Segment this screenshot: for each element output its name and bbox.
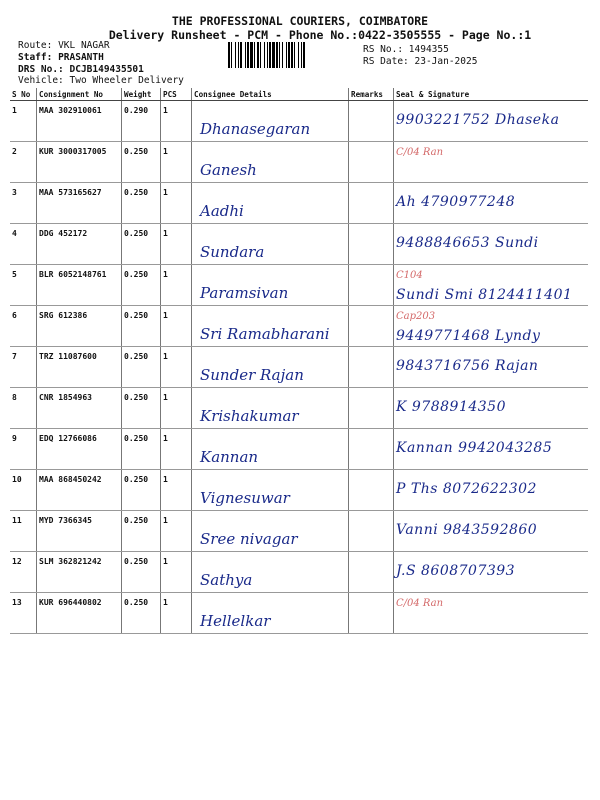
- consignment-cell: DDG 452172: [37, 224, 122, 265]
- pcs-cell: 1: [161, 388, 192, 429]
- rs-no-label: RS No.:: [363, 44, 404, 55]
- seal-signature-cell: [394, 388, 589, 429]
- col-seal: Seal & Signature: [394, 88, 589, 101]
- weight-cell: 0.250: [122, 224, 161, 265]
- table-row: [10, 224, 588, 265]
- consignee-cell: [192, 183, 349, 224]
- pcs-cell: 1: [161, 511, 192, 552]
- weight-cell: 0.290: [122, 101, 161, 142]
- rs-date-value: 23-Jan-2025: [414, 56, 478, 67]
- consignee-cell: [192, 265, 349, 306]
- col-consignee: Consignee Details: [192, 88, 349, 101]
- consignee-name: Krishakumar: [200, 407, 299, 425]
- stamp-mark: C/04 Ran: [396, 598, 444, 609]
- consignee-name: Sree nivagar: [200, 530, 298, 548]
- seal-signature-cell: [394, 429, 589, 470]
- consignee-name: Dhanasegaran: [200, 120, 311, 138]
- stamp-mark: C104: [396, 270, 423, 281]
- consignee-cell: [192, 224, 349, 265]
- consignee-name: Sathya: [200, 571, 253, 589]
- remarks-cell: [349, 593, 394, 634]
- pcs-cell: 1: [161, 224, 192, 265]
- seal-signature-cell: [394, 101, 589, 142]
- sno-cell: 5: [10, 265, 37, 306]
- consignment-cell: KUR 3000317005: [37, 142, 122, 183]
- weight-cell: 0.250: [122, 511, 161, 552]
- sno-cell: 4: [10, 224, 37, 265]
- route-value: VKL NAGAR: [58, 40, 110, 51]
- remarks-cell: [349, 265, 394, 306]
- consignee-cell: [192, 142, 349, 183]
- signature: P Ths 8072622302: [396, 481, 537, 497]
- seal-signature-cell: [394, 142, 589, 183]
- remarks-cell: [349, 388, 394, 429]
- weight-cell: 0.250: [122, 142, 161, 183]
- seal-signature-cell: [394, 593, 589, 634]
- seal-signature-cell: [394, 470, 589, 511]
- signature: 9449771468 Lyndy: [396, 328, 541, 344]
- table-row: [10, 429, 588, 470]
- weight-cell: 0.250: [122, 347, 161, 388]
- consignee-cell: [192, 347, 349, 388]
- consignee-cell: [192, 429, 349, 470]
- consignment-cell: MAA 302910061: [37, 101, 122, 142]
- pcs-cell: 1: [161, 552, 192, 593]
- table-row: [10, 101, 588, 142]
- weight-cell: 0.250: [122, 429, 161, 470]
- consignment-cell: MAA 573165627: [37, 183, 122, 224]
- col-sno: S No: [10, 88, 37, 101]
- signature: 9488846653 Sundi: [396, 235, 539, 251]
- sno-cell: 2: [10, 142, 37, 183]
- sno-cell: 1: [10, 101, 37, 142]
- table-row: [10, 306, 588, 347]
- signature: J.S 8608707393: [396, 563, 516, 579]
- signature: 9903221752 Dhaseka: [396, 112, 560, 128]
- pcs-cell: 1: [161, 101, 192, 142]
- signature: Kannan 9942043285: [396, 440, 553, 456]
- consignee-cell: [192, 593, 349, 634]
- sno-cell: 7: [10, 347, 37, 388]
- col-remarks: Remarks: [349, 88, 394, 101]
- consignee-cell: [192, 552, 349, 593]
- table-row: [10, 552, 588, 593]
- pcs-cell: 1: [161, 429, 192, 470]
- sno-cell: 9: [10, 429, 37, 470]
- signature: K 9788914350: [396, 399, 506, 415]
- weight-cell: 0.250: [122, 306, 161, 347]
- weight-cell: 0.250: [122, 593, 161, 634]
- consignee-cell: [192, 470, 349, 511]
- pcs-cell: 1: [161, 183, 192, 224]
- table-row: [10, 183, 588, 224]
- consignee-name: Kannan: [200, 448, 259, 466]
- sno-cell: 6: [10, 306, 37, 347]
- consignee-name: Sunder Rajan: [200, 366, 304, 384]
- remarks-cell: [349, 347, 394, 388]
- table-row: [10, 142, 588, 183]
- remarks-cell: [349, 224, 394, 265]
- table-row: [10, 388, 588, 429]
- pcs-cell: 1: [161, 306, 192, 347]
- remarks-cell: [349, 429, 394, 470]
- weight-cell: 0.250: [122, 388, 161, 429]
- remarks-cell: [349, 552, 394, 593]
- consignee-cell: [192, 101, 349, 142]
- col-weight: Weight: [122, 88, 161, 101]
- table-header-row: [10, 88, 588, 101]
- sno-cell: 12: [10, 552, 37, 593]
- consignment-cell: SLM 362821242: [37, 552, 122, 593]
- remarks-cell: [349, 511, 394, 552]
- rs-no-value: 1494355: [408, 44, 449, 55]
- seal-signature-cell: [394, 552, 589, 593]
- sno-cell: 3: [10, 183, 37, 224]
- drs-label: DRS No.:: [18, 64, 64, 75]
- remarks-cell: [349, 142, 394, 183]
- table-row: [10, 347, 588, 388]
- consignee-cell: [192, 306, 349, 347]
- seal-signature-cell: [394, 265, 589, 306]
- consignee-cell: [192, 388, 349, 429]
- weight-cell: 0.250: [122, 183, 161, 224]
- consignee-name: Ganesh: [200, 161, 257, 179]
- sno-cell: 11: [10, 511, 37, 552]
- seal-signature-cell: [394, 224, 589, 265]
- staff-value: PRASANTH: [58, 52, 104, 63]
- consignment-cell: KUR 696440802: [37, 593, 122, 634]
- table-row: [10, 265, 588, 306]
- rs-date-line: [363, 56, 477, 67]
- signature: Vanni 9843592860: [396, 522, 538, 538]
- seal-signature-cell: [394, 183, 589, 224]
- signature: 9843716756 Rajan: [396, 358, 539, 374]
- pcs-cell: 1: [161, 470, 192, 511]
- rs-date-label: RS Date:: [363, 56, 409, 67]
- remarks-cell: [349, 183, 394, 224]
- pcs-cell: 1: [161, 593, 192, 634]
- seal-signature-cell: [394, 511, 589, 552]
- signature: Sundi Smi 8124411401: [396, 287, 573, 303]
- col-pcs: PCS: [161, 88, 192, 101]
- sno-cell: 10: [10, 470, 37, 511]
- vehicle-label: Vehicle:: [18, 75, 64, 86]
- drs-value: DCJB149435501: [69, 64, 144, 75]
- staff-label: Staff:: [18, 52, 53, 63]
- runsheet-table: [10, 88, 588, 634]
- consignee-name: Hellelkar: [200, 612, 271, 630]
- pcs-cell: 1: [161, 142, 192, 183]
- weight-cell: 0.250: [122, 470, 161, 511]
- consignment-cell: SRG 612386: [37, 306, 122, 347]
- route-line: [18, 40, 110, 51]
- rs-no-line: [363, 44, 449, 55]
- staff-line: [18, 52, 104, 63]
- table-row: [10, 593, 588, 634]
- consignee-name: Paramsivan: [200, 284, 289, 302]
- table-row: [10, 470, 588, 511]
- consignee-name: Aadhi: [200, 202, 244, 220]
- pcs-cell: 1: [161, 347, 192, 388]
- drs-line: [18, 64, 144, 75]
- consignee-name: Sundara: [200, 243, 265, 261]
- remarks-cell: [349, 306, 394, 347]
- consignment-cell: BLR 6052148761: [37, 265, 122, 306]
- stamp-mark: Cap203: [396, 311, 436, 322]
- signature: Ah 4790977248: [396, 194, 516, 210]
- seal-signature-cell: [394, 306, 589, 347]
- table-row: [10, 511, 588, 552]
- consignee-cell: [192, 511, 349, 552]
- consignment-cell: TRZ 11087600: [37, 347, 122, 388]
- weight-cell: 0.250: [122, 552, 161, 593]
- route-label: Route:: [18, 40, 53, 51]
- sno-cell: 13: [10, 593, 37, 634]
- remarks-cell: [349, 101, 394, 142]
- runsheet-title: Delivery Runsheet - PCM - Phone No.:0422-3505555 - Page No.:1: [108, 28, 532, 42]
- seal-signature-cell: [394, 347, 589, 388]
- pcs-cell: 1: [161, 265, 192, 306]
- remarks-cell: [349, 470, 394, 511]
- consignee-name: Vignesuwar: [200, 489, 290, 507]
- consignment-cell: EDQ 12766086: [37, 429, 122, 470]
- consignment-cell: CNR 1854963: [37, 388, 122, 429]
- consignment-cell: MAA 868450242: [37, 470, 122, 511]
- company-name: THE PROFESSIONAL COURIERS, COIMBATORE: [171, 14, 429, 28]
- vehicle-line: [18, 75, 184, 86]
- col-consignment: Consignment No: [37, 88, 122, 101]
- vehicle-value: Two Wheeler Delivery: [69, 75, 184, 86]
- consignment-cell: MYD 7366345: [37, 511, 122, 552]
- consignee-name: Sri Ramabharani: [200, 325, 330, 343]
- weight-cell: 0.250: [122, 265, 161, 306]
- barcode-image: [228, 42, 356, 68]
- sno-cell: 8: [10, 388, 37, 429]
- stamp-mark: C/04 Ran: [396, 147, 444, 158]
